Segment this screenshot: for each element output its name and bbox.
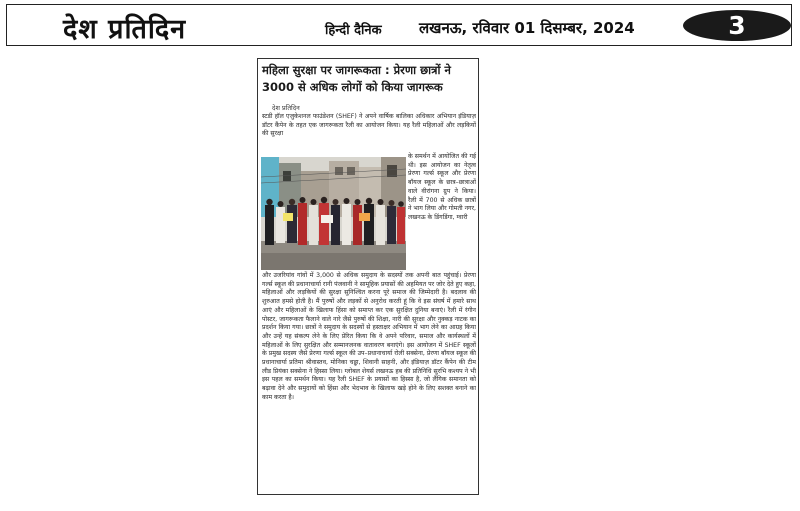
rally-photo-image [261, 157, 406, 270]
paper-type: हिन्दी दैनिक [325, 23, 382, 38]
masthead [6, 4, 792, 46]
article-paragraph-intro: स्टडी हॉल एजुकेशनल फाउंडेशन (SHEF) ने अपने वार्षिक बालिका अधिकार अभियान इंडियाज़ डॉटर कैंपेन के तहत एक जागरूकता रैली का आयोजन किया। यह रैली महिलाओं और लड़कियों की सुरक्षा [262, 113, 476, 138]
page-number-badge: 3 [683, 10, 791, 41]
article-byline: देश प्रतिदिन [272, 104, 300, 112]
article-paragraph-side: के समर्थन में आयोजित की गई थी। इस आयोजन का नेतृत्व प्रेरणा गर्ल्स स्कूल और प्रेरणा बॉयज स्कूल के छात्र–छात्राओं वाले वीरांगना ग्रुप ने किया। रैली में 700 से अधिक छात्रों ने भाग लिया और गोमती नगर, लखनऊ के डिंगडिंगा, ग्वारी [408, 153, 476, 221]
article-paragraph-body: और उजरियांव गांवों में 3,000 से अधिक समुदाय के सदस्यों तक अपनी बात पहुंचाई। प्रेरणा गर्ल्स स्कूल की प्रधानाचार्या रानी पंजवानी ने सामूहिक प्रयासों की अहमियत पर जोर देते हुए कहा, महिलाओं और लड़कियों की सुरक्षा सुनिश्चित करना पूरे समाज की जिम्मेदारी है। बदलाव की शुरुआत हमसे होती है। मैं पुरुषों और लड़कों से अनुरोध करती हूं कि वे इस संघर्ष में हमारे साथ आएं और महिलाओं के खिलाफ हिंसा को समाप्त कर एक सुरक्षित दुनिया बनाएं। रैली में रंगीन पोस्टर, जागरूकता फैलाने वाले नारे जैसे पुरुषों की शिक्षा, नारी की सुरक्षा और नुक्कड़ नाटक का प्रदर्शन किया गया। छात्रों ने समुदाय के सदस्यों से हस्ताक्षर अभियान में भाग लेने का आग्रह किया और उन्हें यह संकल्प लेने के लिए प्रेरित किया कि वे अपने परिवार, समाज और कार्यस्थलों में महिलाओं के लिए सुरक्षित और सम्मानजनक वातावरण बनाएंगे। इस आयोजन में SHEF स्कूलों के प्रमुख सदस्य जैसे प्रेरणा गर्ल्स स्कूल की उप–प्रधानाचार्या रोली सक्सेना, प्रेरणा बॉयज स्कूल की प्रधानाचार्या प्रतिमा श्रीवास्तव, मोनिका चड्ढा, शिवानी साहनी, और इंडियाज़ डॉटर कैंपेन की टीम लीड प्रियंका सक्सेना ने हिस्सा लिया। ग्लोबल शेयर्स लखनऊ हब की प्रतिनिधि सुरभि कश्यप ने भी इस पहल का समर्थन किया। यह रैली SHEF के प्रयासों का हिस्सा है, जो लैंगिक समानता को बढ़ावा देने और समुदायों को हिंसा और भेदभाव के खिलाफ खड़े होने के लिए सशक्त बनाने का काम करता है। [262, 272, 476, 401]
rally-photo [261, 157, 406, 270]
article-headline: महिला सुरक्षा पर जागरूकता : प्रेरणा छात्रों ने 3000 से अधिक लोगों को किया जागरूक [262, 63, 451, 94]
paper-name: देश प्रतिदिन [63, 14, 187, 45]
dateline: लखनऊ, रविवार 01 दिसम्बर, 2024 [419, 19, 635, 37]
news-clipping [257, 58, 479, 495]
